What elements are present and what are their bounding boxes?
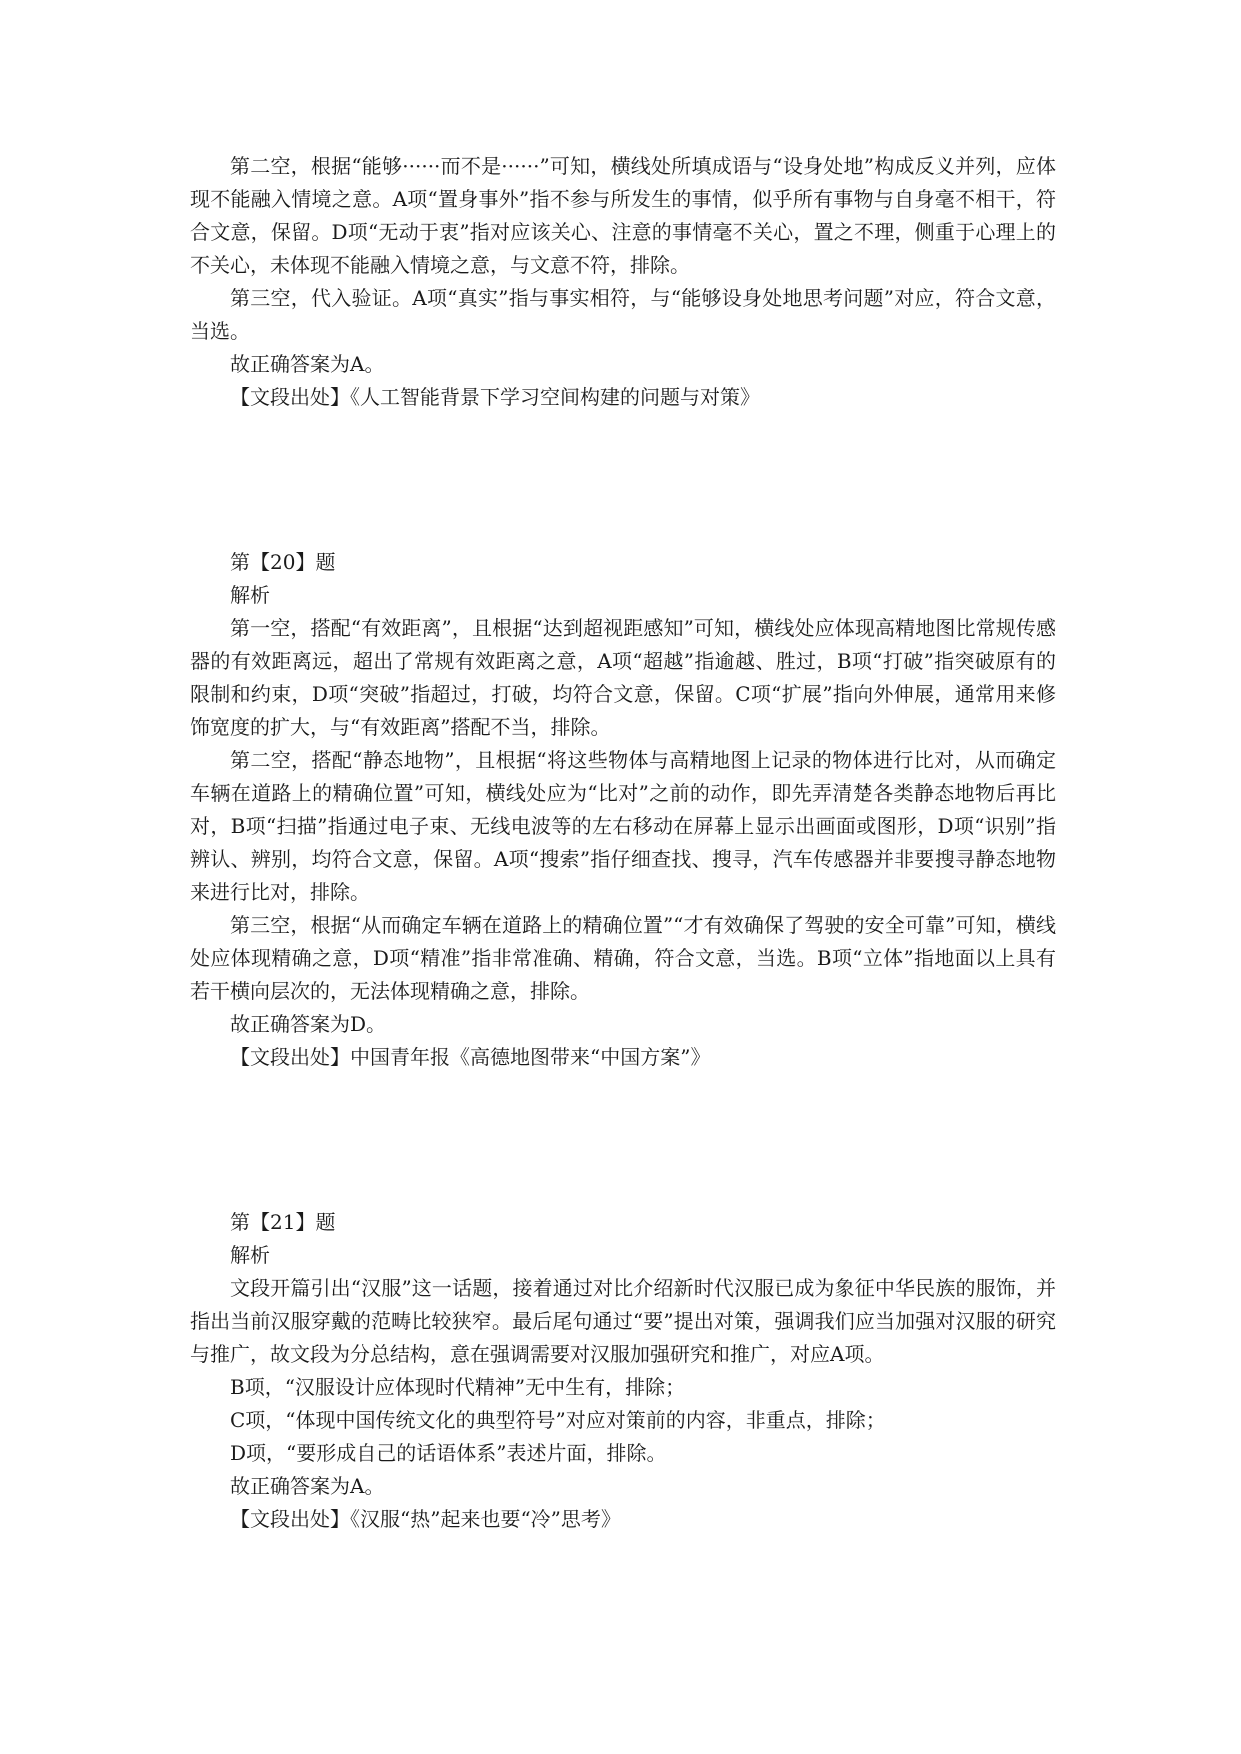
q19-source: 【文段出处】《人工智能背景下学习空间构建的问题与对策》 xyxy=(230,385,760,409)
q21-option-c: C项，“体现中国传统文化的典型符号”对应对策前的内容，非重点，排除； xyxy=(230,1408,886,1432)
section-spacer xyxy=(190,414,1056,546)
q20-answer: 故正确答案为D。 xyxy=(230,1012,387,1036)
q21-paragraph-analysis: 文段开篇引出“汉服”这一话题，接着通过对比介绍新时代汉服已成为象征中华民族的服饰，并指出当前汉服穿戴的范畴比较狭窄。最后尾句通过“要”提出对策，强调我们应当加强对汉服的研究与推广，故文段为分总结构，意在强调需要对汉服加强研究和推广，对应A项。 xyxy=(190,1276,1056,1366)
q19-paragraph-blank2: 第二空，根据“能够······而不是······”可知，横线处所填成语与“设身处地”构成反义并列，应体现不能融入情境之意。A项“置身事外”指不参与所发生的事情，似乎所有事物与自身毫不相干，符合文意，保留。D项“无动于衷”指对应该关心、注意的事情毫不关心，置之不理，侧重于心理上的不关心，未体现不能融入情境之意，与文意不符，排除。 xyxy=(190,154,1056,277)
q21-answer: 故正确答案为A。 xyxy=(230,1474,385,1498)
q20-title: 第【20】题 xyxy=(230,550,336,574)
q21-option-d: D项，“要形成自己的话语体系”表述片面，排除。 xyxy=(230,1441,667,1465)
q20-paragraph-blank3: 第三空，根据“从而确定车辆在道路上的精确位置”“才有效确保了驾驶的安全可靠”可知，横线处应体现精确之意，D项“精准”指非常准确、精确，符合文意，当选。B项“立体”指地面以上具有若干横向层次的，无法体现精确之意，排除。 xyxy=(190,913,1056,1003)
q21-title: 第【21】题 xyxy=(230,1210,336,1234)
section-spacer xyxy=(190,1074,1056,1206)
q21-option-b: B项，“汉服设计应体现时代精神”无中生有，排除； xyxy=(230,1375,686,1399)
q21-label: 解析 xyxy=(230,1243,270,1267)
q20-source: 【文段出处】中国青年报《高德地图带来“中国方案”》 xyxy=(230,1045,711,1069)
q19-answer: 故正确答案为A。 xyxy=(230,352,385,376)
document-page xyxy=(190,150,1056,1536)
q20-label: 解析 xyxy=(230,583,270,607)
q21-source: 【文段出处】《汉服“热”起来也要“冷”思考》 xyxy=(230,1507,621,1531)
q20-paragraph-blank1: 第一空，搭配“有效距离”，且根据“达到超视距感知”可知，横线处应体现高精地图比常规传感器的有效距离远，超出了常规有效距离之意，A项“超越”指逾越、胜过，B项“打破”指突破原有的限制和约束，D项“突破”指超过，打破，均符合文意，保留。C项“扩展”指向外伸展，通常用来修饰宽度的扩大，与“有效距离”搭配不当，排除。 xyxy=(190,616,1056,739)
q20-paragraph-blank2: 第二空，搭配“静态地物”，且根据“将这些物体与高精地图上记录的物体进行比对，从而确定车辆在道路上的精确位置”可知，横线处应为“比对”之前的动作，即先弄清楚各类静态地物后再比对，B项“扫描”指通过电子束、无线电波等的左右移动在屏幕上显示出画面或图形，D项“识别”指辨认、辨别，均符合文意，保留。A项“搜索”指仔细查找、搜寻，汽车传感器并非要搜寻静态地物来进行比对，排除。 xyxy=(190,748,1056,904)
q19-paragraph-blank3: 第三空，代入验证。A项“真实”指与事实相符，与“能够设身处地思考问题”对应，符合文意，当选。 xyxy=(190,286,1056,343)
